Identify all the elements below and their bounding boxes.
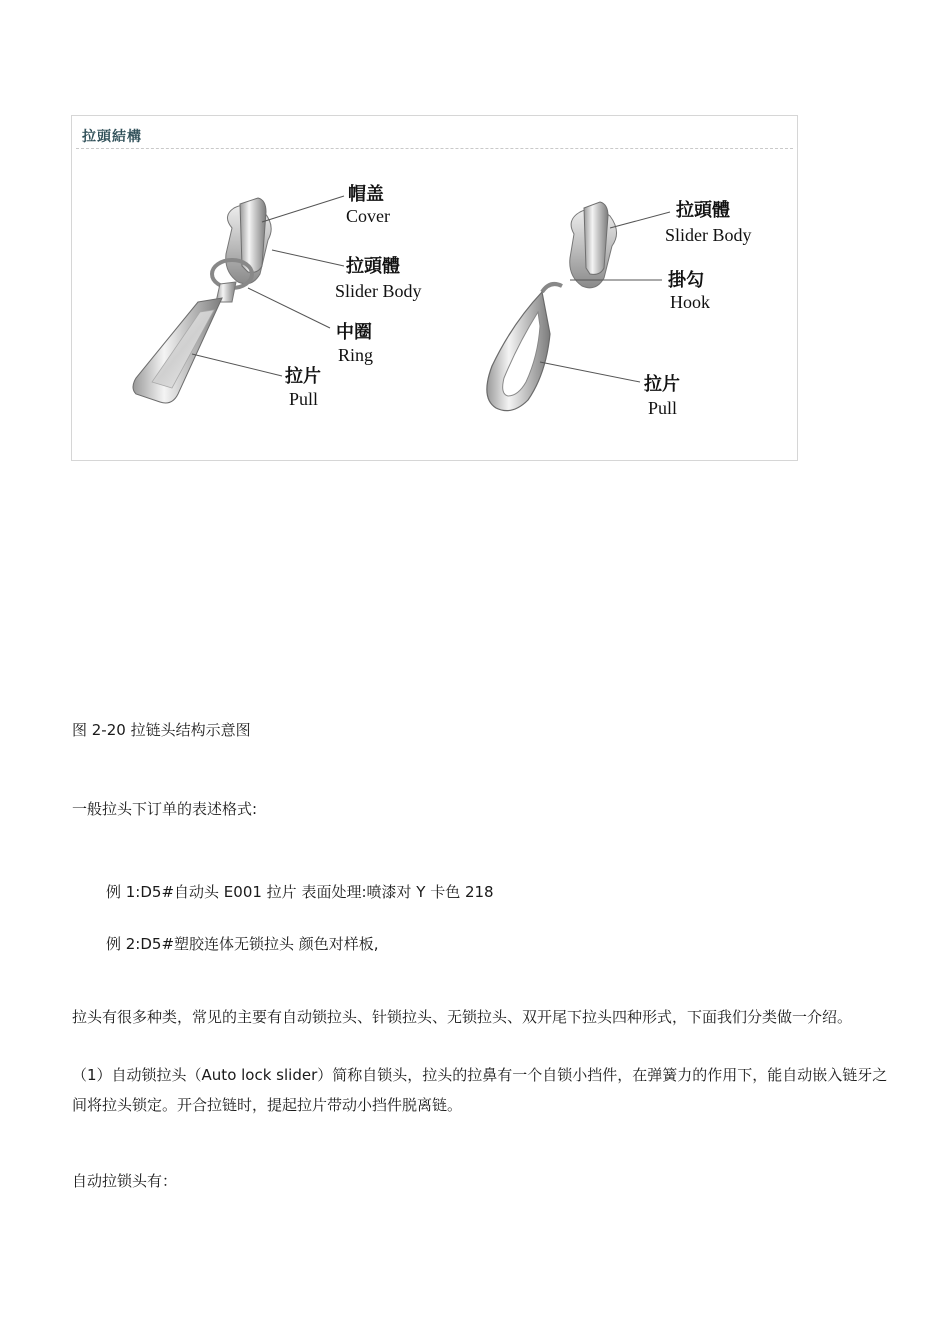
- label-right-body-cn: 拉頭體: [676, 200, 730, 221]
- label-cover-en: Cover: [346, 206, 390, 226]
- slider-diagram: [72, 116, 799, 462]
- auto-lock-slider-paragraph: （1）自动锁拉头（Auto lock slider）简称自锁头，拉头的拉鼻有一个自锁小挡件，在弹簧力的作用下，能自动嵌入链牙之间将拉头锁定。开合拉链时，提起拉片带动小挡件脱离链。: [72, 1066, 888, 1114]
- label-left-pull-en: Pull: [289, 389, 319, 409]
- label-left-body-cn: 拉頭體: [346, 256, 400, 277]
- figure-caption: 图 2-20 拉链头结构示意图: [72, 721, 251, 739]
- leader-ring: [248, 288, 330, 328]
- slider-types-paragraph: 拉头有很多种类，常见的主要有自动锁拉头、针锁拉头、无锁拉头、双开尾下拉头四种形式，下面我们分类做一介绍。: [72, 1008, 853, 1026]
- label-left-pull-cn: 拉片: [285, 366, 321, 387]
- label-hook-cn: 掛勾: [668, 270, 704, 291]
- auto-lock-list-heading: 自动拉锁头有：: [72, 1172, 178, 1190]
- order-format-intro: 一般拉头下订单的表述格式:: [72, 800, 258, 818]
- leader-right-body: [610, 212, 670, 228]
- label-left-body-en: Slider Body: [335, 281, 422, 301]
- label-right-body-en: Slider Body: [665, 225, 752, 245]
- left-slider-illustration: [133, 198, 271, 403]
- label-ring-en: Ring: [338, 345, 374, 365]
- leader-left-body: [272, 250, 344, 266]
- figure-header: 拉頭結構: [82, 129, 142, 145]
- order-example-1: 例 1:D5#自动头 E001 拉片 表面处理:喷漆对 Y 卡色 218: [106, 883, 494, 901]
- slider-structure-figure: [71, 115, 798, 461]
- leader-right-pull: [540, 362, 640, 382]
- label-ring-cn: 中圈: [336, 322, 372, 343]
- label-hook-en: Hook: [670, 292, 710, 312]
- right-slider-illustration: [487, 202, 617, 411]
- label-right-pull-cn: 拉片: [644, 374, 680, 395]
- order-example-2: 例 2:D5#塑胶连体无锁拉头 颜色对样板,: [106, 935, 379, 953]
- label-cover-cn: 帽盖: [348, 184, 384, 205]
- leader-cover: [262, 196, 344, 222]
- label-right-pull-en: Pull: [648, 398, 678, 418]
- leader-left-pull: [192, 354, 282, 376]
